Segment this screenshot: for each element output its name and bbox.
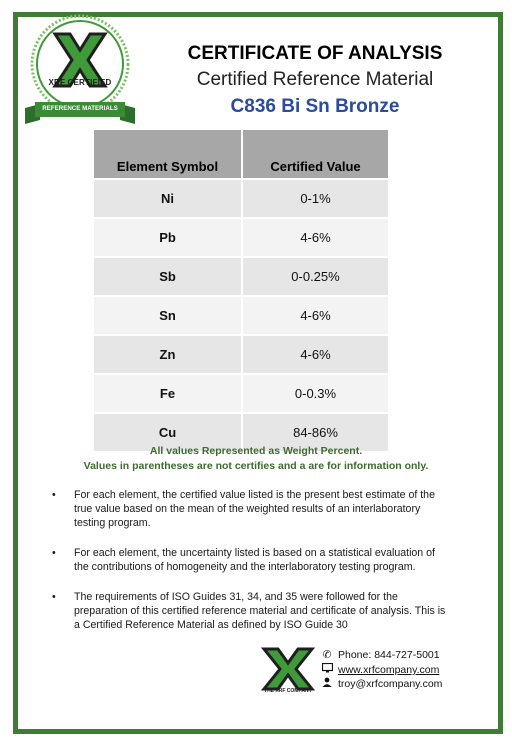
product-name: C836 Bi Sn Bronze [230,96,400,117]
bullet-text: For each element, the uncertainty listed is based on a statistical evaluation of the contributions of homogeneity and the interlaboratory testing program. [74,547,435,573]
weight-percent-note: All values Represented as Weight Percent. [149,445,363,457]
email-link[interactable]: troy@xrfcompany.com [338,678,443,690]
bullet-dot: • [52,547,56,559]
bullet-dot: • [52,591,56,603]
certified-value: 0-1% [242,179,388,218]
element-symbol: Zn [94,335,242,374]
certified-value: 0-0.25% [242,257,388,296]
table-row [94,296,388,335]
table-row [94,218,388,257]
bullet-text: The requirements of ISO Guides 31, 34, and 35 were followed for the preparation of this certified reference material and certificate of analysis. This is a Certified Reference Material as defined by ISO Guide 30 [74,591,446,631]
element-symbol: Sb [94,257,242,296]
column-header-element: Element Symbol [94,130,242,179]
document-subtitle: Certified Reference Material [196,69,434,90]
company-name: THE XRF COMPANY [264,688,312,694]
seal-text: XRF CERTIFIED [48,78,112,87]
element-symbol: Ni [94,179,242,218]
table-header-row [94,130,388,179]
document-title: CERTIFICATE OF ANALYSIS [187,43,443,64]
xrf-certified-seal-logo [20,12,140,134]
bullet-list [52,488,452,648]
certified-value: 4-6% [242,218,388,257]
element-symbol: Sn [94,296,242,335]
certified-value: 4-6% [242,296,388,335]
phone-line [320,649,440,661]
list-item [52,590,452,632]
column-header-value: Certified Value [242,130,388,179]
table-row [94,179,388,218]
monitor-icon [320,663,334,676]
element-symbol: Cu [94,413,242,451]
list-item [52,488,452,530]
phone-icon: ✆ [322,649,332,661]
bullet-dot: • [52,489,56,501]
table-row [94,335,388,374]
certified-value: 84-86% [242,413,388,451]
parentheses-note: Values in parentheses are not certifies and a are for information only. [83,460,429,472]
table-row [94,374,388,413]
ribbon-text: REFERENCE MATERIALS [42,105,118,112]
email-line[interactable] [320,677,442,690]
certified-value: 0-0.3% [242,374,388,413]
website-link[interactable]: www.xrfcompany.com [338,664,440,676]
table-row [94,257,388,296]
certified-values-table [94,130,388,451]
phone-text: Phone: 844-727-5001 [338,649,440,661]
list-item [52,546,452,574]
certified-value: 4-6% [242,335,388,374]
website-line[interactable] [320,663,439,676]
element-symbol: Fe [94,374,242,413]
element-symbol: Pb [94,218,242,257]
bullet-text: For each element, the certified value listed is the present best estimate of the true value based on the mean of the weighted results of an interlaboratory testing program. [74,489,435,529]
person-icon [320,677,334,690]
